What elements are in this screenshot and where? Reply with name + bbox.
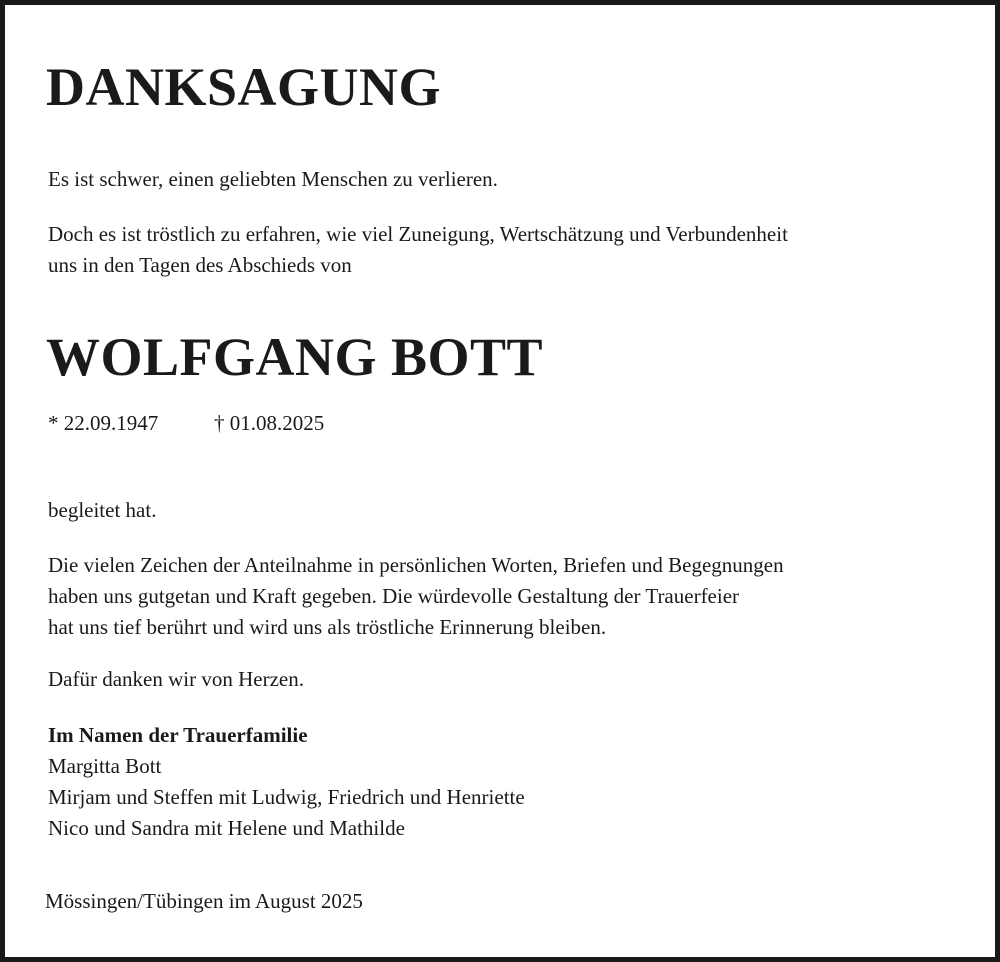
intro-line-1: Doch es ist tröstlich zu erfahren, wie viel Zuneigung, Wertschätzung und Verbundenheit <box>48 222 788 246</box>
thanks-line-2: haben uns gutgetan und Kraft gegeben. Die würdevolle Gestaltung der Trauerfeier <box>48 584 740 608</box>
deceased-name: WOLFGANG BOTT <box>46 327 544 387</box>
intro-paragraph <box>48 219 788 281</box>
thanks-line-1: Die vielen Zeichen der Anteilnahme in persönlichen Worten, Briefen und Begegnungen <box>48 553 784 577</box>
family-block <box>48 720 525 844</box>
intro-sentence: Es ist schwer, einen geliebten Menschen zu verlieren. <box>48 167 498 191</box>
thanks-paragraph <box>48 550 784 643</box>
death-date: † 01.08.2025 <box>214 411 325 435</box>
continuation-text: begleitet hat. <box>48 498 157 522</box>
intro-line-2: uns in den Tagen des Abschieds von <box>48 253 352 277</box>
family-member: Mirjam und Steffen mit Ludwig, Friedrich und Henriette <box>48 785 525 809</box>
thanks-line-3: hat uns tief berührt und wird uns als tröstliche Erinnerung bleiben. <box>48 615 607 639</box>
family-member: Nico und Sandra mit Helene und Mathilde <box>48 816 405 840</box>
life-dates <box>48 408 324 439</box>
family-member: Margitta Bott <box>48 754 162 778</box>
closing-sentence: Dafür danken wir von Herzen. <box>48 667 304 691</box>
page-title: DANKSAGUNG <box>46 57 442 117</box>
birth-date: * 22.09.1947 <box>48 411 159 435</box>
family-heading: Im Namen der Trauerfamilie <box>48 723 308 747</box>
place-and-date: Mössingen/Tübingen im August 2025 <box>45 889 363 913</box>
